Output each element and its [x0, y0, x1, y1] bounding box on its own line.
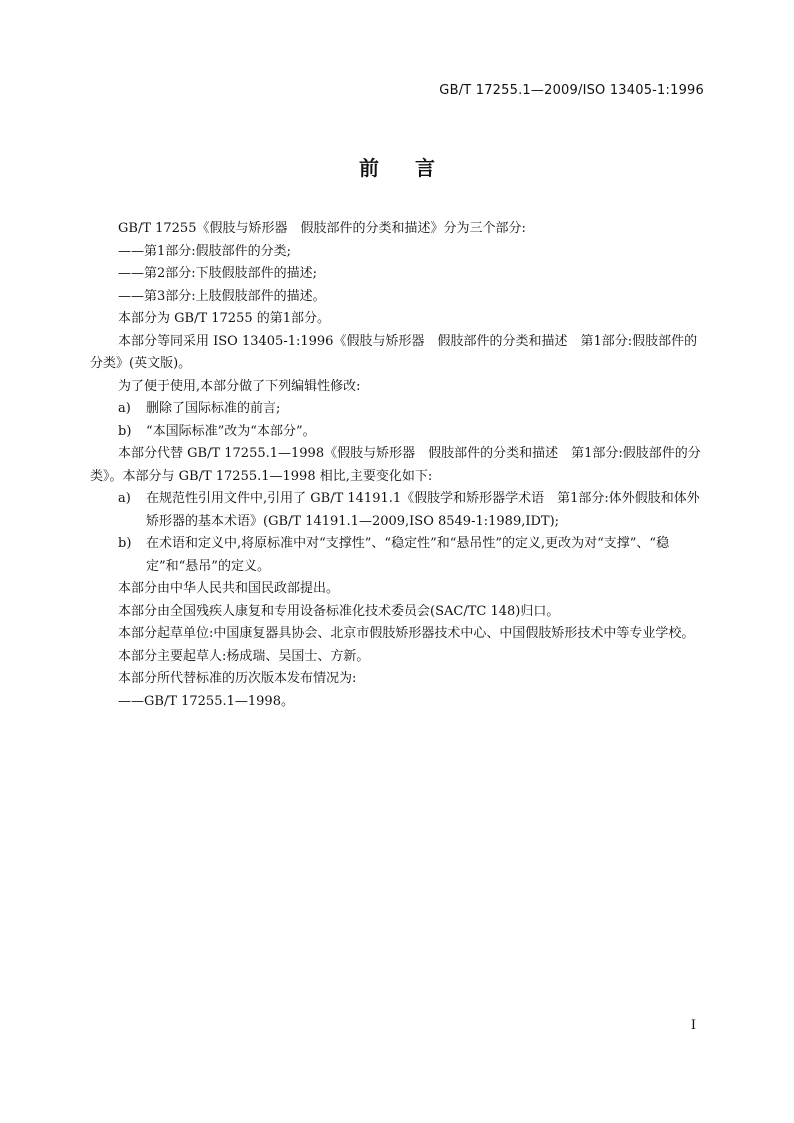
paragraph: 本部分代替 GB/T 17255.1—1998《假肢与矫形器 假肢部件的分类和描述 第1部分:假肢部件的分类》。本部分与 GB/T 17255.1—1998 相比,主要变化如下: — [90, 446, 701, 484]
list-item-marker: a) — [118, 401, 131, 416]
dash-list-item: ——第1部分:假肢部件的分类; — [118, 243, 292, 259]
paragraph: 本部分等同采用 ISO 13405-1:1996《假肢与矫形器 假肢部件的分类和描述 第1部分:假肢部件的分类》(英文版)。 — [90, 333, 698, 371]
page-number: I — [690, 1018, 696, 1033]
list-item-text: 在规范性引用文件中,引用了 GB/T 14191.1《假肢学和矫形器学术语 第1部分:体外假肢和体外矫形器的基本术语》(GB/T 14191.1—2009,ISO 8549-1:1989,IDT); — [146, 491, 700, 529]
paragraph: 本部分为 GB/T 17255 的第1部分。 — [118, 311, 331, 326]
list-item-text: “本国际标准”改为“本部分”。 — [146, 423, 316, 439]
paragraph: GB/T 17255《假肢与矫形器 假肢部件的分类和描述》分为三个部分: — [118, 221, 526, 236]
paragraph: 本部分所代替标准的历次版本发布情况为: — [118, 671, 357, 686]
list-item — [90, 398, 704, 421]
paragraph: 本部分由全国残疾人康复和专用设备标准化技术委员会(SAC/TC 148)归口。 — [118, 603, 560, 619]
paragraph: 本部分起草单位:中国康复器具协会、北京市假肢矫形器技术中心、中国假肢矫形技术中等专业学校。 — [118, 626, 695, 641]
list-item-marker: b) — [118, 423, 132, 439]
list-item-marker: b) — [118, 536, 132, 551]
paragraph: 为了便于使用,本部分做了下列编辑性修改: — [118, 378, 361, 394]
dash-list-item: ——GB/T 17255.1—1998。 — [118, 693, 294, 709]
page-title: 前言 — [359, 156, 471, 180]
paragraph: 本部分主要起草人:杨成瑞、吴国士、方新。 — [118, 648, 370, 664]
list-item — [90, 421, 704, 444]
standard-code-header: GB/T 17255.1—2009/ISO 13405-1:1996 — [439, 83, 704, 98]
paragraph: 本部分由中华人民共和国民政部提出。 — [118, 581, 340, 596]
dash-list-item: ——第2部分:下肢假肢部件的描述; — [118, 266, 318, 281]
list-item-marker: a) — [118, 491, 131, 506]
list-item-text: 删除了国际标准的前言; — [146, 401, 281, 416]
foreword-body — [90, 218, 704, 713]
list-item — [90, 533, 704, 578]
list-item — [90, 488, 704, 533]
list-item-text: 在术语和定义中,将原标准中对“支撑性”、“稳定性”和“悬吊性”的定义,更改为对“支撑”、“稳定”和“悬吊”的定义。 — [146, 536, 670, 574]
dash-list-item: ——第3部分:上肢假肢部件的描述。 — [118, 288, 326, 304]
